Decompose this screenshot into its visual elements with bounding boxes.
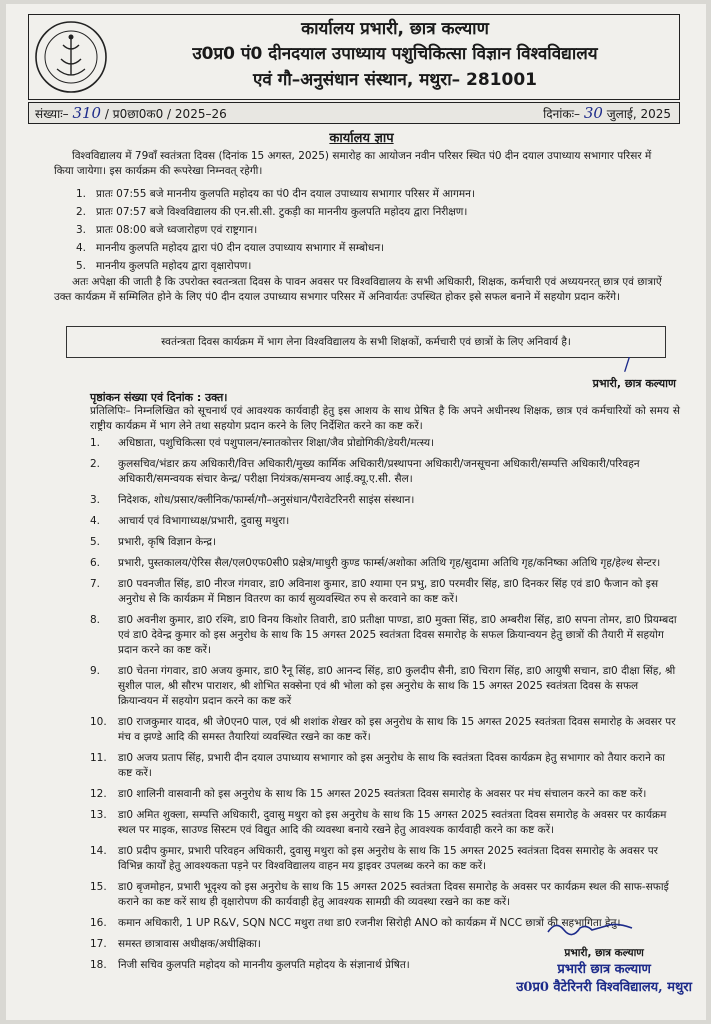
recipient-item-text: डा0 शालिनी वासवानी को इस अनुरोध के साथ कि 15 अगस्त 2025 स्वतंत्रता दिवस समारोह के अवसर पर मंच संचालन करने का कष्ट करें। — [118, 788, 647, 800]
recipient-item — [90, 751, 680, 781]
recipient-item-text: अधिष्ठाता, पशुचिकित्सा एवं पशुपालन/स्नातकोत्तर शिक्षा/जैव प्रोद्योगिकी/डेयरी/मत्स्य। — [118, 437, 435, 449]
recipient-item-number: 18. — [90, 959, 107, 971]
university-address: एवं गौ–अनुसंधान संस्थान, मथुरा– 281001 — [253, 70, 537, 90]
recipient-item — [90, 436, 680, 451]
intro-paragraph: विश्वविद्यालय में 79वाँ स्वतंत्रता दिवस (दिनांक 15 अगस्त, 2025) समारोह का आयोजन नवीन परिसर स्थित पं0 दीन दयाल उपाध्याय सभागार परिसर में किया जायेगा। इस कार्यक्रम की रूपरेखा निम्नवत् रहेगी। — [54, 150, 652, 177]
recipient-item-number: 2. — [90, 458, 101, 470]
tick-mark-icon: / — [624, 354, 631, 375]
signature-title: प्रभारी, छात्र कल्याण — [564, 947, 644, 959]
recipient-item-number: 17. — [90, 938, 107, 950]
recipient-item-text: डा0 राजकुमार यादव, श्री जे0एन0 पाल, एवं श्री शशांक शेखर को इस अनुरोध के साथ कि 15 अगस्त 2025 स्वतंत्रता दिवस समारोह के अवसर पर मंच व झण्डे आदि की समस्त तैयारियां व्यवस्थित रखने का कष्ट करें। — [118, 716, 676, 743]
mandatory-note-box: स्वतंन्त्रता दिवस कार्यक्रम में भाग लेना विश्वविद्यालय के सभी शिक्षकों, कर्मचारी एवं छात्रों के लिए अनिवार्य है। — [66, 326, 666, 358]
recipient-item-text: डा0 प्रदीप कुमार, प्रभारी परिवहन अधिकारी, दुवासु मथुरा को इस अनुरोध के साथ कि 15 अगस्त 2025 स्वतंत्रता दिवस समारोह के अवसर पर विभिन्न कार्यों हेतु आवश्यकता पड़ने पर विश्वविद्यालय वाहन मय ड्राइवर उपलब्ध करने का कष्ट करें। — [118, 845, 658, 872]
recipient-item — [90, 514, 680, 529]
recipient-item — [90, 808, 680, 838]
recipient-item-text: डा0 अवनीश कुमार, डा0 रश्मि, डा0 विनय किशोर तिवारी, डा0 प्रतीक्षा पाण्डा, डा0 मुक्ता सिंह, डा0 अम्बरीश सिंह, डा0 सपना तोमर, डा0 प्रियम्बदा एवं डा0 देवेन्द्र कुमार को इस अनुरोध के साथ कि 15 अगस्त 2025 स्वतंत्रता दिवस समारोह के सफल क्रियान्वयन हेतु छात्रों की तैयारी में सहयोग प्रदान करने का कष्ट करें। — [118, 614, 677, 656]
recipient-item-number: 8. — [90, 614, 101, 626]
signature-block — [516, 946, 692, 997]
schedule-item-text: माननीय कुलपति महोदय द्वारा पं0 दीन दयाल उपाध्याय सभागार में सम्बोधन। — [96, 242, 385, 254]
office-title: कार्यालय प्रभारी, छात्र कल्याण — [301, 19, 489, 39]
recipient-item-number: 13. — [90, 809, 107, 821]
schedule-item-number: 3. — [76, 224, 87, 236]
reference-bar — [28, 102, 680, 124]
reference-number — [35, 103, 227, 124]
university-name: उ0प्र0 पं0 दीनदयाल उपाध्याय पशुचिकित्सा विज्ञान विश्वविद्यालय — [192, 44, 598, 64]
date-handwritten: 30 — [583, 104, 603, 122]
stamp-line-1: प्रभारी छात्र कल्याण — [557, 962, 651, 977]
date-label: दिनांकः– — [543, 107, 581, 121]
recipient-item-text: कमान अधिकारी, 1 UP R&V, SQN NCC मथुरा तथा डा0 रजनीश सिरोही ANO को कार्यक्रम में NCC छात्रों की सहभागिता हेतु। — [118, 917, 621, 929]
schedule-item-number: 5. — [76, 260, 87, 272]
letterhead — [28, 14, 680, 100]
recipient-item — [90, 613, 680, 658]
recipient-item-text: डा0 अमित शुक्ला, सम्पत्ति अधिकारी, दुवासु मथुरा को इस अनुरोध के साथ कि 15 अगस्त 2025 स्वतंत्रता दिवस समारोह के अवसर पर कार्यक्रम स्थल पर माइक, साउण्ड सिस्टम एवं विद्युत आदि की व्यवस्था बनाये रखने हेतु आवश्यक कार्यवाही करने का कष्ट करें। — [118, 809, 667, 836]
recipient-item-number: 9. — [90, 665, 101, 677]
memo-title: कार्यालय ज्ञाप — [329, 131, 394, 146]
recipient-item-number: 7. — [90, 578, 101, 590]
recipient-item-number: 15. — [90, 881, 107, 893]
recipient-item — [90, 535, 680, 550]
schedule-item-number: 1. — [76, 188, 87, 200]
recipient-item — [90, 715, 680, 745]
recipient-item-text: डा0 अजय प्रताप सिंह, प्रभारी दीन दयाल उपाध्याय सभागार को इस अनुरोध के साथ कि स्वतंत्रता दिवस कार्यक्रम हेतु सभागार को तैयार कराने का कष्ट करें। — [118, 752, 666, 779]
reference-date — [543, 103, 671, 124]
recipient-item — [90, 577, 680, 607]
schedule-list — [76, 185, 666, 275]
recipient-item-number: 1. — [90, 437, 101, 449]
recipient-item-text: आचार्य एवं विभागाध्यक्ष/प्रभारी, दुवासु मथुरा। — [118, 515, 290, 527]
schedule-item-number: 4. — [76, 242, 87, 254]
recipient-item-number: 3. — [90, 494, 101, 506]
schedule-item — [76, 203, 666, 221]
recipient-item-text: समस्त छात्रावास अधीक्षक/अधीक्षिका। — [118, 938, 261, 950]
recipient-item — [90, 880, 680, 910]
reference-number-handwritten: 310 — [72, 104, 102, 122]
document-page — [6, 4, 706, 1020]
endorsement-line: पृष्ठांकन संख्या एवं दिनांक : उक्त। — [90, 391, 228, 404]
recipient-item-text: निजी सचिव कुलपति महोदय को माननीय कुलपति महोदय के संज्ञानार्थ प्रेषित। — [118, 959, 410, 971]
recipient-list — [90, 436, 680, 979]
schedule-item-text: प्रातः 07:57 बजे विश्वविद्यालय की एन.सी.सी. टुकड़ी का माननीय कुलपति महोदय द्वारा निरीक्षण। — [96, 206, 468, 218]
recipient-item-number: 11. — [90, 752, 107, 764]
recipient-item — [90, 457, 680, 487]
recipient-item-number: 16. — [90, 917, 107, 929]
recipient-item-number: 10. — [90, 716, 107, 728]
university-logo-icon — [33, 19, 109, 95]
schedule-item — [76, 239, 666, 257]
recipient-item-text: डा0 चेतना गंगवार, डा0 अजय कुमार, डा0 रैनू सिंह, डा0 आनन्द सिंह, डा0 कुलदीप सैनी, डा0 चिराग सिंह, डा0 आयुषी सचान, डा0 दीक्षा सिंह, श्री सुशील पाल, श्री सौरभ पाराशर, श्री शोभित सक्सेना एवं श्री भोला को इस अनुरोध के साथ कि 15 अगस्त 2025 स्वतंत्रता दिवस के सफल क्रियान्वयन में सहयोग प्रदान करने का कष्ट करें — [118, 665, 676, 707]
date-month-year: जुलाई, 2025 — [606, 107, 671, 121]
recipient-item-text: प्रभारी, कृषि विज्ञान केन्द्र। — [118, 536, 216, 548]
recipient-item — [90, 556, 680, 571]
recipient-item-number: 6. — [90, 557, 101, 569]
schedule-item-text: प्रातः 08:00 बजे ध्वजारोहण एवं राष्ट्रगान। — [96, 224, 258, 236]
signatory-title: प्रभारी, छात्र कल्याण — [592, 377, 676, 390]
handwritten-signature-icon — [546, 916, 636, 940]
recipient-item-number: 5. — [90, 536, 101, 548]
recipient-item-number: 14. — [90, 845, 107, 857]
recipient-item — [90, 844, 680, 874]
recipient-item-text: डा0 बृजमोहन, प्रभारी भूदृश्य को इस अनुरोध के साथ कि 15 अगस्त 2025 स्वतंत्रता दिवस समारोह के अवसर पर कार्यक्रम स्थल की साफ-सफाई कराने का कष्ट करें साथ ही वृक्षारोपण की कार्यवाही हेतु आवश्यक सामग्री की व्यवस्था रखने का कष्ट करें। — [118, 881, 669, 908]
reference-number-label: संख्याः– — [35, 107, 69, 121]
schedule-item — [76, 185, 666, 203]
recipient-item — [90, 787, 680, 802]
recipient-item-text: प्रभारी, पुस्तकालय/ऐरिस सैल/एल0एफ0सी0 प्रक्षेत्र/माधुरी कुण्ड फार्म्स/अशोका अतिथि गृह/सुदामा अतिथि गृह/कनिष्का अतिथि गृह/हेल्थ सेन्टर। — [118, 557, 661, 569]
recipient-item-number: 4. — [90, 515, 101, 527]
recipient-item-text: डा0 पवनजीत सिंह, डा0 नीरज गंगवार, डा0 अविनाश कुमार, डा0 श्यामा एन प्रभु, डा0 परमवीर सिंह, डा0 दिनकर सिंह एवं डा0 फैजान को इस अनुरोध से कि कार्यक्रम में मिष्ठान वितरण का कार्य सुव्यवस्थित रुप से करवाने का कष्ट करें। — [118, 578, 659, 605]
recipient-item-text: निदेशक, शोध/प्रसार/क्लीनिक/फार्म्स/गौ–अनुसंधान/पैरावेटरिनरी साइंस संस्थान। — [118, 494, 415, 506]
reference-number-code: / प्र0छा0क0 / 2025–26 — [104, 107, 227, 121]
schedule-item-text: माननीय कुलपति महोदय द्वारा वृक्षारोपण। — [96, 260, 252, 272]
schedule-item-text: प्रातः 07:55 बजे माननीय कुलपति महोदय का पं0 दीन दयाल उपाध्याय सभागार परिसर में आगमन। — [96, 188, 475, 200]
schedule-item — [76, 221, 666, 239]
recipient-item-number: 12. — [90, 788, 107, 800]
schedule-item — [76, 257, 666, 275]
conclusion-paragraph: अतः अपेक्षा की जाती है कि उपरोक्त स्वतन्त्रता दिवस के पावन अवसर पर विश्वविद्यालय के सभी अधिकारी, शिक्षक, कर्मचारी एवं अध्ययनरत् छात्र एवं छात्राऐं उक्त कार्यक्रम में सम्मिलित होने के लिए पं0 दीन दयाल उपाध्याय सभगार परिसर में अनिवार्यतः उपस्थित होकर इसे सफल बनाने में सहयोग प्रदान करेंगे। — [54, 276, 662, 303]
recipient-item — [90, 493, 680, 508]
copy-to-paragraph: प्रतिलिपिः– निम्नलिखित को सूचनार्थ एवं आवश्यक कार्यवाही हेतु इस आशय के साथ प्रेषित है कि अपने अधीनस्थ शिक्षक, छात्र एवं कर्मचारियों को समय से राष्ट्रीय कार्यक्रम में भाग लेने तथा सहयोग प्रदान करने के लिए निर्देशित करने का कष्ट करें। — [90, 405, 680, 432]
stamp-line-2: उ0प्र0 वैटेरिनरी विश्वविद्यालय, मथुरा — [516, 980, 692, 995]
recipient-item-text: कुलसचिव/भंडार क्रय अधिकारी/वित्त अधिकारी/मुख्य कार्मिक अधिकारी/प्रस्थापना अधिकारी/जनसूचना अधिकारी/सम्पत्ति अधिकारी/परिवहन अधिकारी/समन्वयक संचार केन्द्र/ परीक्षा नियंत्रक/समन्वय आई.क्यू.ए.सी. सैल। — [118, 458, 640, 485]
recipient-item — [90, 664, 680, 709]
schedule-item-number: 2. — [76, 206, 87, 218]
